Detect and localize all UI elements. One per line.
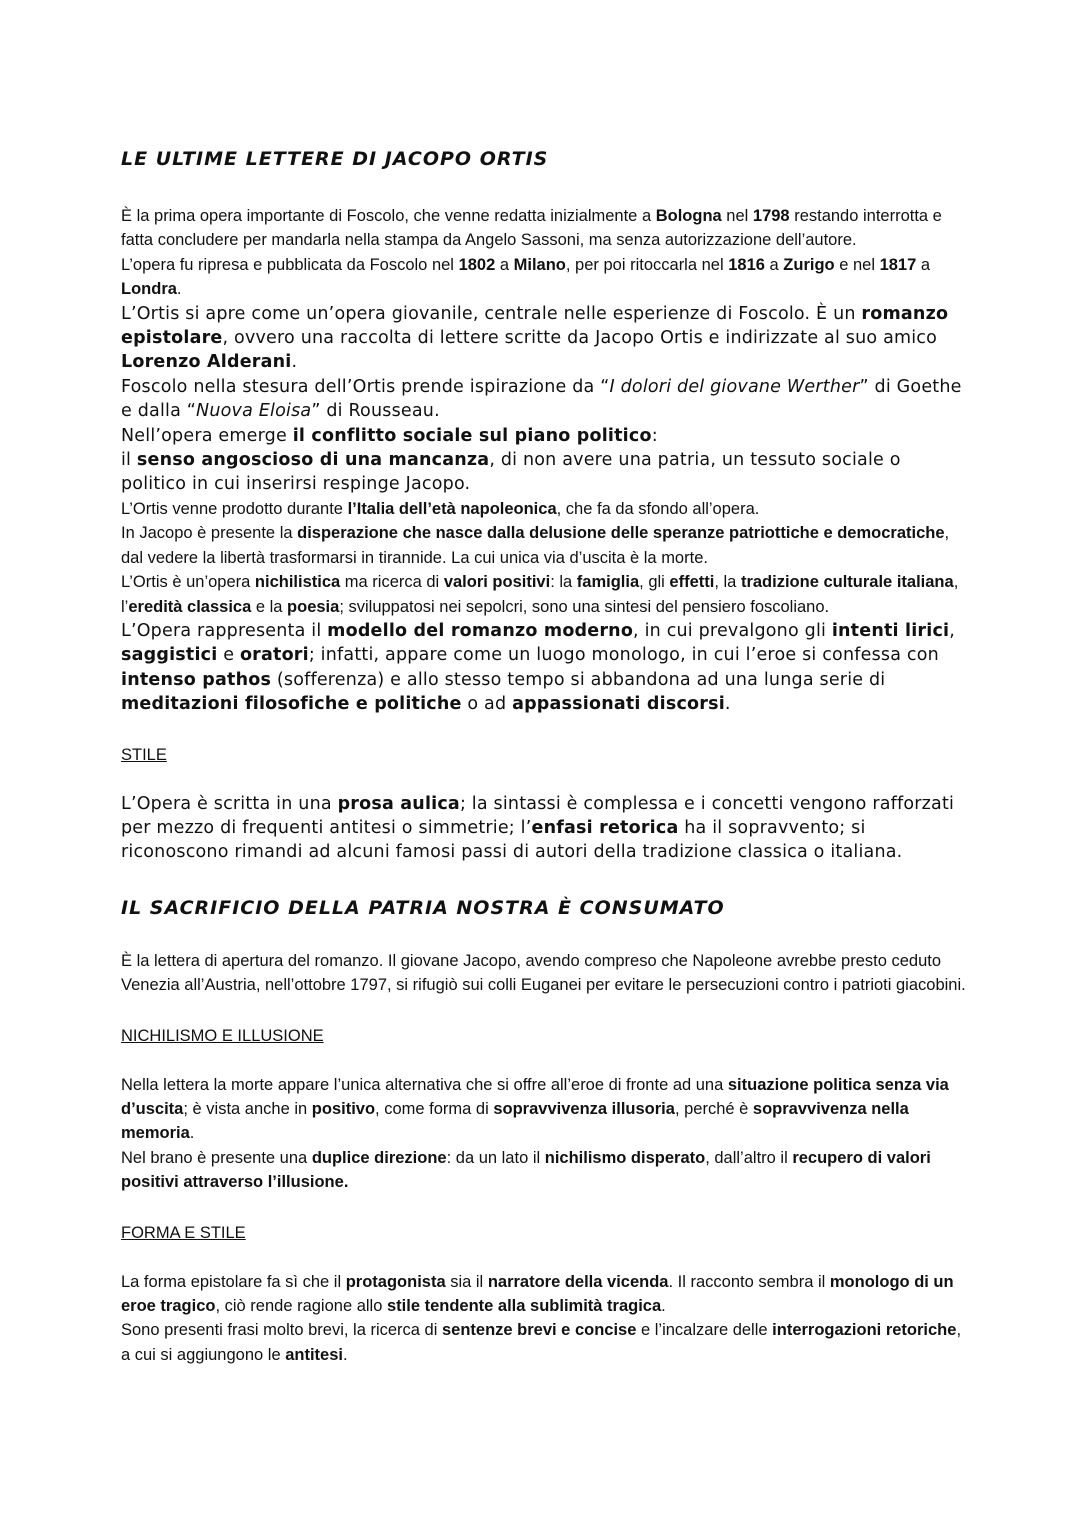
text-run: , dall’altro il [705, 1148, 793, 1167]
text-run: restando interrotta e fatta concludere per mandarla nella stampa da Angelo Sassoni, ma senza autorizzazione dell’autore. [121, 207, 942, 250]
text-run: ma ricerca di [340, 573, 444, 592]
bold-text: valori positivi [443, 573, 551, 592]
bold-text: monologo di un eroe tragico [121, 1272, 954, 1315]
bold-text: il conflitto sociale sul piano politico [292, 425, 652, 446]
bold-text: meditazioni filosofiche e politiche [121, 694, 462, 715]
text-run: È la prima opera importante di Foscolo, che venne redatta inizialmente a [121, 207, 656, 225]
paragraph [121, 497, 966, 521]
bold-text: 1817 [879, 255, 917, 274]
subheading-forma-stile: FORMA E STILE [121, 1223, 246, 1242]
bold-text: intenso pathos [121, 669, 272, 690]
text-run: , come forma di [375, 1099, 494, 1118]
paragraph [121, 521, 966, 570]
text-run: a [764, 255, 784, 274]
text-run: , di non avere una patria, un tessuto sociale o politico in cui inserirsi respinge Jacopo. [121, 450, 901, 495]
italic-title: Nuova Eloisa [196, 401, 312, 422]
text-run: , dal vedere la libertà trasformarsi in tirannide. La cui unica via d’uscita è la morte. [121, 524, 950, 567]
text-run: il [121, 450, 137, 471]
paragraph [121, 1073, 966, 1146]
paragraph [121, 949, 966, 998]
bold-text: sopravvivenza illusoria [493, 1099, 675, 1118]
bold-text: Milano [513, 255, 566, 274]
bold-text: sentenze brevi e concise [441, 1321, 637, 1340]
section-title-sacrificio: IL SACRIFICIO DELLA PATRIA NOSTRA È CONSUMATO [121, 896, 725, 919]
bold-text: narratore della vicenda [487, 1272, 669, 1291]
paragraph [121, 1270, 966, 1319]
text-run: , [949, 620, 955, 641]
text-run: . [291, 352, 298, 373]
text-run: (sofferenza) e allo stesso tempo si abbandona ad una lunga serie di [271, 669, 886, 690]
text-run: : da un lato il [446, 1148, 545, 1167]
text-run: L’Ortis venne prodotto durante [121, 499, 348, 518]
text-run: , l’ [121, 573, 959, 616]
document-body [121, 148, 966, 1367]
bold-text: 1802 [458, 255, 496, 274]
paragraph [121, 375, 966, 424]
paragraph [121, 1318, 966, 1367]
paragraph [121, 302, 966, 375]
bold-text: positivo [311, 1099, 376, 1118]
text-run: , in cui prevalgono gli [633, 620, 832, 641]
text-run: . [189, 1124, 195, 1143]
paragraph [121, 424, 966, 448]
bold-text: enfasi retorica [531, 817, 679, 838]
paragraph [121, 253, 966, 302]
paragraph [121, 204, 966, 253]
text-run: Nella lettera la morte appare l’unica alternativa che si offre all’eroe di fronte ad una [121, 1075, 728, 1094]
text-run: L’Ortis è un’opera [121, 573, 255, 592]
text-run: In Jacopo è presente la [121, 524, 298, 543]
bold-text: senso angoscioso di una mancanza [136, 450, 490, 471]
paragraph [121, 619, 966, 717]
bold-text: tradizione culturale italiana [740, 573, 954, 592]
bold-text: nichilistica [254, 573, 341, 592]
bold-text: interrogazioni retoriche [772, 1321, 957, 1340]
text-run: , che fa da sfondo all’opera. [556, 499, 760, 518]
bold-text: Londra [121, 280, 177, 299]
text-run: L’opera fu ripresa e pubblicata da Foscolo nel [121, 255, 459, 274]
text-run: , per poi ritoccarla nel [565, 255, 729, 274]
bold-text: saggistici [121, 645, 218, 666]
text-run: È la lettera di apertura del romanzo. Il giovane Jacopo, avendo compreso che Napoleone avrebbe presto ceduto Venezia all’Austria, nell’ottobre 1797, si rifugiò sui colli Euganei per evitare le persecuzioni contro i patrioti giacobini. [121, 951, 966, 995]
text-run: , a cui si aggiungono le [121, 1321, 962, 1364]
text-run: . [724, 694, 731, 715]
text-run: nel [721, 207, 753, 225]
bold-text: romanzo epistolare [121, 303, 949, 349]
text-run: : la [550, 573, 577, 592]
text-run: Nel brano è presente una [121, 1148, 312, 1167]
bold-text: poesia [287, 597, 340, 616]
bold-text: Lorenzo Alderani [121, 352, 292, 373]
paragraph [121, 570, 966, 619]
bold-text: famiglia [576, 573, 640, 592]
text-run: ; sviluppatosi nei sepolcri, sono una sintesi del pensiero foscoliano. [339, 597, 830, 616]
text-run: . Il racconto sembra il [668, 1272, 830, 1291]
bold-text: 1798 [752, 207, 790, 225]
bold-text: antitesi [285, 1345, 343, 1364]
bold-text: prosa aulica [337, 793, 460, 814]
text-run: e l’incalzare delle [636, 1321, 773, 1340]
text-run: e la [251, 597, 288, 616]
paragraph [121, 1146, 966, 1195]
text-run: sia il [445, 1272, 488, 1291]
bold-text: modello del romanzo moderno [327, 620, 634, 641]
bold-text: stile tendente alla sublimità tragica [386, 1297, 662, 1315]
bold-text: duplice direzione [311, 1148, 447, 1167]
paragraph [121, 792, 966, 865]
bold-text: Zurigo [783, 255, 835, 274]
text-run: ; la sintassi è complessa e i concetti vengono rafforzati per mezzo di frequenti antitesi o simmetrie; l’ [121, 793, 955, 838]
bold-text: l’Italia dell’età napoleonica [347, 499, 557, 518]
text-run: , gli [639, 573, 670, 592]
bold-text: 1816 [728, 255, 765, 274]
bold-text: recupero di valori positivi attraverso l’illusione. [121, 1148, 931, 1192]
bold-text: Bologna [655, 207, 722, 225]
section-title-ortis: LE ULTIME LETTERE DI JACOPO ORTIS [121, 148, 549, 170]
text-run: , perché è [674, 1099, 753, 1118]
subheading-stile: STILE [121, 745, 167, 764]
bold-text: sopravvivenza nella memoria [121, 1099, 909, 1143]
bold-text: appassionati discorsi [512, 694, 725, 715]
text-run: ; è vista anche in [183, 1099, 312, 1118]
subheading-nichilismo: NICHILISMO E ILLUSIONE [121, 1026, 324, 1045]
bold-text: protagonista [345, 1272, 446, 1291]
italic-title: I dolori del giovane Werther [609, 376, 860, 397]
text-run: e nel [834, 255, 880, 274]
bold-text: disperazione che nasce dalla delusione delle speranze patriottiche e democratiche [297, 524, 945, 543]
text-run: : [651, 425, 658, 446]
text-run: ” di Goethe e dalla “ [121, 376, 962, 422]
text-run: , ovvero una raccolta di lettere scritte da Jacopo Ortis e indirizzate al suo amico [222, 328, 938, 349]
text-run: . [661, 1297, 666, 1315]
text-run: L’Opera rappresenta il [121, 620, 328, 641]
bold-text: situazione politica senza via d’uscita [121, 1075, 949, 1118]
bold-text: oratori [239, 645, 309, 666]
text-run: . [342, 1345, 348, 1364]
text-run: e [217, 645, 240, 666]
text-run: ha il sopravvento; si riconoscono rimandi ad alcuni famosi passi di autori della tradizione classica o italiana. [121, 817, 903, 863]
text-run: L’Ortis si apre come un’opera giovanile, centrale nelle esperienze di Foscolo. È un [121, 303, 862, 324]
text-run: Foscolo nella stesura dell’Ortis prende ispirazione da “ [121, 376, 610, 397]
text-run: ” di Rousseau. [311, 401, 440, 422]
text-run: ; infatti, appare come un luogo monologo, in cui l’eroe si confessa con [308, 645, 939, 666]
text-run: , ciò rende ragione allo [215, 1297, 387, 1315]
text-run: a [495, 255, 514, 274]
bold-text: effetti [669, 573, 715, 592]
text-run: a [916, 255, 931, 274]
bold-text: intenti lirici [831, 620, 950, 641]
text-run: La forma epistolare fa sì che il [121, 1272, 346, 1291]
bold-text: eredità classica [128, 597, 252, 616]
text-run: o ad [461, 694, 513, 715]
text-run: . [176, 280, 182, 299]
text-run: , la [714, 573, 741, 592]
paragraph [121, 448, 966, 497]
text-run: Sono presenti frasi molto brevi, la ricerca di [121, 1321, 442, 1340]
text-run: Nell’opera emerge [121, 425, 293, 446]
text-run: L’Opera è scritta in una [121, 793, 338, 814]
bold-text: nichilismo disperato [544, 1148, 706, 1167]
